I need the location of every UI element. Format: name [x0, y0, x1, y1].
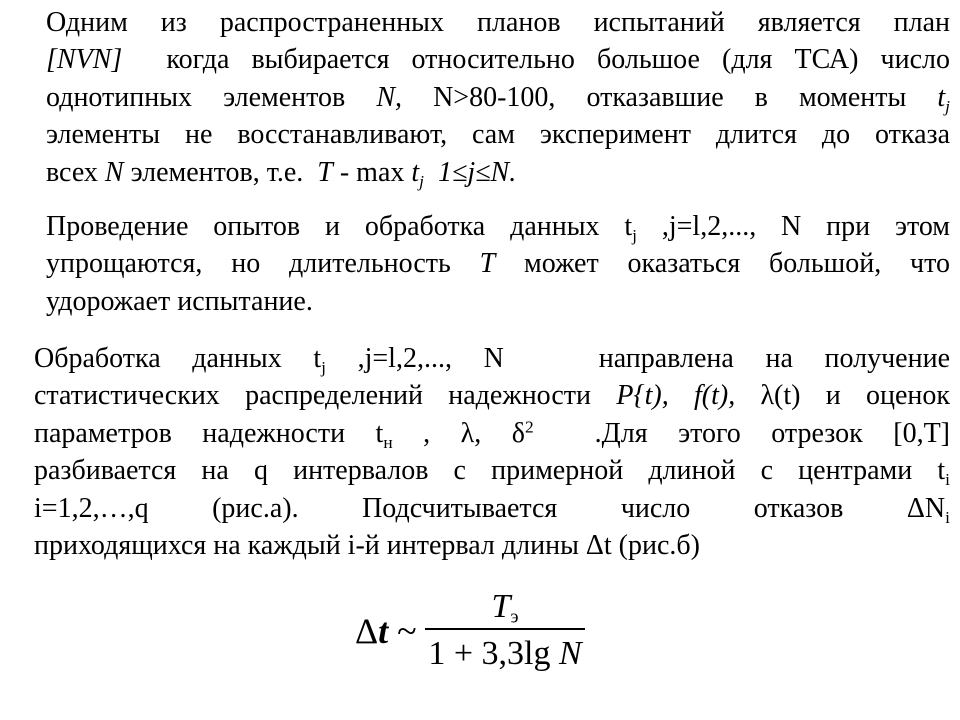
- p3-line-2: [34, 377, 950, 414]
- p1-line-5-c: - max: [339, 156, 405, 188]
- formula-delta: Δ: [355, 611, 379, 651]
- p3-line-3-b: , λ, δ: [423, 417, 525, 449]
- formula-numerator-t: T: [491, 588, 511, 625]
- p1-line-4: [46, 116, 950, 153]
- p2-line-3: [46, 283, 950, 320]
- formula-approx: ~: [397, 611, 417, 651]
- formula-denominator: [425, 634, 585, 674]
- p1-line-5-t-cap: T: [317, 156, 333, 188]
- formula-fraction: [425, 588, 585, 674]
- p1-line-5-n: N: [104, 156, 124, 188]
- p3-line-3-c: .Для этого отрезок [0,T]: [594, 417, 951, 449]
- p2-line-2-a: упрощаются, но длительность: [46, 248, 451, 280]
- p2-line-2-b: может оказаться большой, что: [524, 248, 951, 280]
- p2-line-1-a: Проведение опытов и обработка данных t: [46, 211, 633, 242]
- interval-length-formula: [355, 588, 585, 678]
- p3-line-4-sub: i: [945, 470, 950, 490]
- plan-code: [NVN]: [46, 44, 123, 76]
- p1-line-3-t: [937, 81, 950, 116]
- p1-line-3-a: однотипных элементов: [46, 81, 346, 113]
- formula-numerator: [425, 588, 585, 626]
- p3-line-1-a-wrap: [34, 343, 326, 378]
- p1-line-3-t-sub: j: [945, 96, 950, 116]
- p1-line-1: [46, 4, 950, 41]
- p3-line-5-sub: i: [945, 507, 950, 527]
- p2-line-1: [46, 208, 950, 245]
- p2-line-1-sub: j: [632, 226, 637, 246]
- paragraph-data-processing: [34, 340, 950, 564]
- p3-line-5-w3: Подсчитывается: [362, 492, 558, 524]
- p3-line-1-c: направлена на получение: [598, 343, 951, 374]
- p2-line-3-text: удорожает испытание.: [46, 285, 313, 317]
- p3-line-1-a: Обработка данных t: [34, 343, 322, 374]
- formula-denominator-n: N: [558, 635, 582, 672]
- p3-line-6-text: приходящихся на каждый i-й интервал длины Δt (рис.б): [34, 530, 700, 562]
- p1-line-5-a: всех: [46, 156, 98, 188]
- p1-line-5-t-sub: j: [419, 171, 424, 191]
- p1-line-3-n: N,: [376, 81, 402, 113]
- p1-line-2: [46, 41, 950, 78]
- p2-line-1-a-wrap: [46, 211, 637, 246]
- p3-line-4-a: разбивается на q интервалов с примерной длиной с центрами t: [34, 455, 946, 487]
- formula-numerator-sub: э: [510, 606, 519, 628]
- p3-line-3-sub: н: [383, 432, 393, 452]
- p3-line-5-w5: отказов: [753, 492, 844, 524]
- p3-line-2-b: λ(t) и оценок: [760, 380, 951, 412]
- p3-line-2-a: статистических распределений надежности: [34, 380, 592, 412]
- p3-line-5-w1: i=1,2,…,q: [34, 492, 149, 524]
- p1-line-5-range: 1≤j≤N.: [438, 156, 517, 188]
- p3-line-5-w6: ΔN: [906, 492, 946, 524]
- p3-line-5-w2: (рис.а).: [212, 492, 299, 524]
- p1-line-3-t-symbol: t: [937, 81, 946, 113]
- p3-line-6: [34, 527, 950, 564]
- paragraph-experiment: [46, 208, 950, 320]
- p3-line-5-w6-wrap: [907, 490, 950, 527]
- formula-denominator-a: 1 + 3,3lg: [428, 635, 551, 672]
- p3-line-1-sub: j: [321, 358, 326, 378]
- p3-line-1: [34, 340, 950, 377]
- p1-line-3-b: N>80-100, отказавшие в моменты: [433, 81, 907, 113]
- p2-line-2: [46, 245, 950, 282]
- formula-lhs: [355, 610, 417, 652]
- p3-line-3-sup: 2: [524, 417, 534, 437]
- fraction-bar: [425, 628, 585, 630]
- p3-line-2-funcs: P{t), f(t),: [616, 380, 736, 412]
- p1-line-2-text: когда выбирается относительно большое (для ТСА) число: [166, 44, 950, 76]
- p3-line-1-b: ,j=l,2,..., N: [357, 343, 504, 374]
- paragraph-nvn-plan: [46, 4, 950, 191]
- p2-line-2-t: T: [479, 248, 496, 280]
- p1-line-5-t: [411, 156, 424, 191]
- p3-line-5-w4: число: [620, 492, 691, 524]
- p3-line-4: [34, 452, 950, 489]
- p1-line-4-text: элементы не восстанавливают, сам эксперимент длится до отказа: [46, 119, 950, 151]
- p1-line-5-b: элементов, т.е.: [130, 156, 304, 188]
- p1-line-1-text: Одним из распространенных планов испытаний является план: [46, 7, 950, 38]
- p1-line-5-t-symbol: t: [411, 156, 420, 188]
- p2-line-1-b: ,j=l,2,..., N при этом: [661, 211, 951, 242]
- p1-line-3: [46, 79, 950, 116]
- p1-line-5: [46, 154, 950, 191]
- formula-t: t: [378, 611, 389, 651]
- p3-line-3: [34, 415, 950, 452]
- p3-line-3-a: параметров надежности t: [34, 417, 384, 449]
- p3-line-5: [34, 490, 950, 527]
